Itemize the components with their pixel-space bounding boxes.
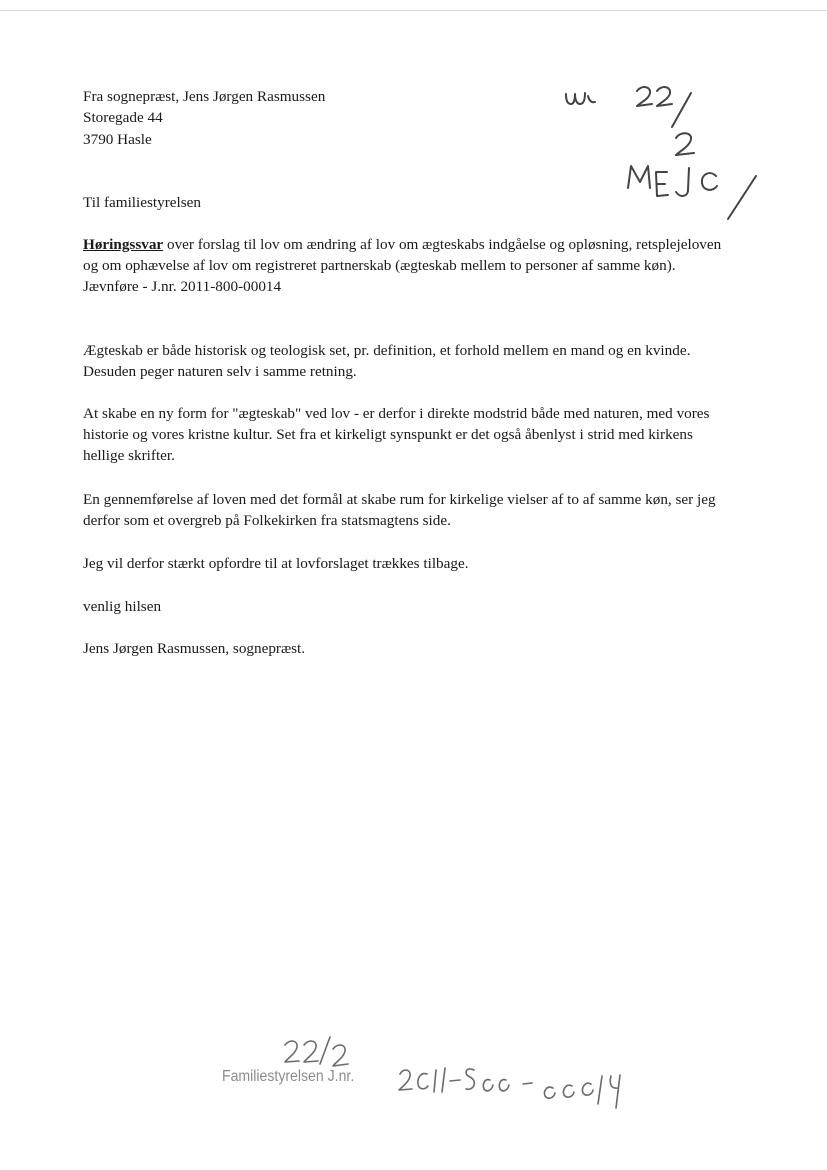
- sender-city: 3790 Hasle: [83, 131, 152, 148]
- body-p2-line-2: historie og vores kristne kultur. Set fra et kirkeligt synspunkt er det også åbenlyst i strid med kirkens: [83, 426, 693, 443]
- subject-line-1-rest: over forslag til lov om ændring af lov om ægteskabs indgåelse og opløsning, retsplejeloven: [163, 236, 722, 253]
- subject-line-2: og om ophævelse af lov om registreret partnerskab (ægteskab mellem to personer af samme køn).: [83, 257, 676, 274]
- subject-keyword: Høringssvar: [83, 236, 164, 253]
- sender-street: Storegade 44: [83, 109, 163, 126]
- body-paragraph-4: Jeg vil derfor stærkt opfordre til at lovforslaget trækkes tilbage.: [83, 555, 469, 572]
- subject-line-3: Jævnføre - J.nr. 2011-800-00014: [83, 278, 282, 295]
- recipient-line: Til familiestyrelsen: [83, 194, 201, 211]
- stamp-label: Familiestyrelsen J.nr.: [222, 1068, 355, 1085]
- sender-name: Fra sognepræst, Jens Jørgen Rasmussen: [83, 88, 326, 105]
- body-p2-line-3: hellige skrifter.: [83, 447, 175, 464]
- body-p2-line-1: At skabe en ny form for "ægteskab" ved lov - er derfor i direkte modstrid både med naturen, med vores: [83, 405, 710, 422]
- body-p3-line-2: derfor som et overgreb på Folkekirken fra statsmagtens side.: [83, 512, 451, 529]
- body-p3-line-1: En gennemførelse af loven med det formål at skabe rum for kirkelige vielser af to af samme køn, ser jeg: [83, 491, 716, 508]
- closing-greeting: venlig hilsen: [83, 598, 162, 615]
- signature-line: Jens Jørgen Rasmussen, sognepræst.: [83, 640, 306, 657]
- body-p1-line-1: Ægteskab er både historisk og teologisk set, pr. definition, et forhold mellem en mand og en kvinde.: [83, 342, 691, 359]
- body-p1-line-2: Desuden peger naturen selv i samme retning.: [83, 363, 357, 380]
